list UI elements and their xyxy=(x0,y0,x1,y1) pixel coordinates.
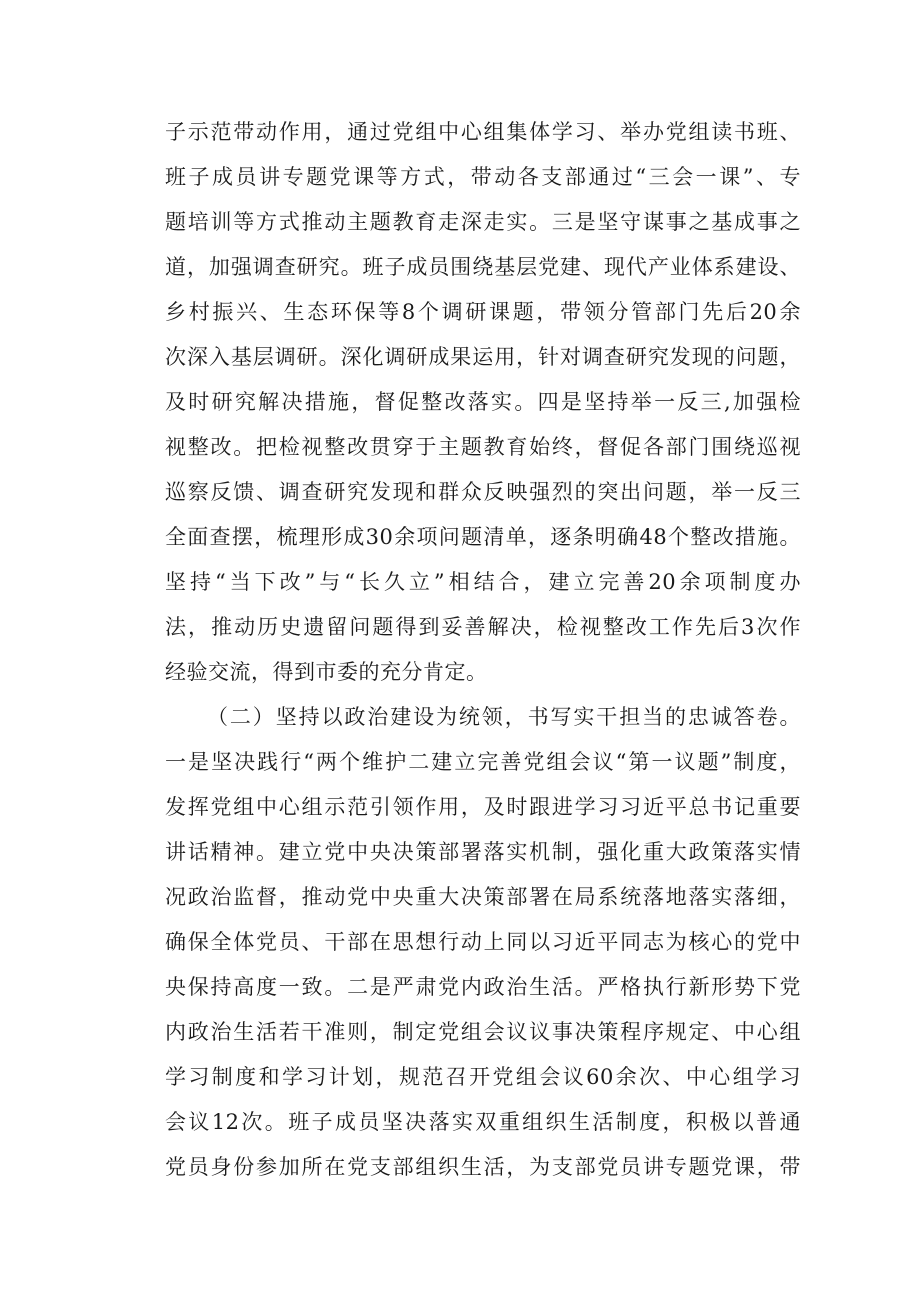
text-line: 法，推动历史遗留问题得到妥善解决，检视整改工作先后3次作 xyxy=(165,615,801,639)
text-line: 坚持“当下改”与“长久立”相结合，建立完善20余项制度办 xyxy=(165,570,801,594)
body-text xyxy=(165,110,801,1190)
section-heading-line: （二）坚持以政治建设为统领，书写实干担当的忠诚答卷。 xyxy=(207,705,801,729)
text-line: 全面查摆，梳理形成30余项问题清单，逐条明确48个整改措施。 xyxy=(165,525,801,549)
text-line: 会议12次。班子成员坚决落实双重组织生活制度，积极以普通 xyxy=(165,1110,801,1134)
text-line: 学习制度和学习计划，规范召开党组会议60余次、中心组学习 xyxy=(165,1065,801,1089)
text-line: 发挥党组中心组示范引领作用，及时跟进学习习近平总书记重要 xyxy=(165,795,801,819)
paragraph-end-line: 经验交流，得到市委的充分肯定。 xyxy=(165,660,488,684)
text-line: 党员身份参加所在党支部组织生活，为支部党员讲专题党课，带 xyxy=(165,1155,801,1179)
text-line: 内政治生活若干准则，制定党组会议议事决策程序规定、中心组 xyxy=(165,1020,801,1044)
text-line: 子示范带动作用，通过党组中心组集体学习、举办党组读书班、 xyxy=(165,120,801,144)
text-line: 视整改。把检视整改贯穿于主题教育始终，督促各部门围绕巡视 xyxy=(165,435,801,459)
text-line: 一是坚决践行“两个维护二建立完善党组会议“第一议题”制度， xyxy=(165,750,801,774)
text-line: 乡村振兴、生态环保等8个调研课题，带领分管部门先后20余 xyxy=(165,300,801,324)
text-line: 讲话精神。建立党中央决策部署落实机制，强化重大政策落实情 xyxy=(165,840,801,864)
text-line: 及时研究解决措施，督促整改落实。四是坚持举一反三,加强检 xyxy=(165,390,801,414)
text-line: 央保持高度一致。二是严肃党内政治生活。严格执行新形势下党 xyxy=(165,975,801,999)
text-line: 确保全体党员、干部在思想行动上同以习近平同志为核心的党中 xyxy=(165,930,801,954)
text-line: 道，加强调查研究。班子成员围绕基层党建、现代产业体系建设、 xyxy=(165,255,801,279)
text-line: 题培训等方式推动主题教育走深走实。三是坚守谋事之基成事之 xyxy=(165,210,801,234)
text-line: 次深入基层调研。深化调研成果运用，针对调查研究发现的问题， xyxy=(165,345,801,369)
text-line: 况政治监督，推动党中央重大决策部署在局系统落地落实落细， xyxy=(165,885,801,909)
text-line: 班子成员讲专题党课等方式，带动各支部通过“三会一课”、专 xyxy=(165,165,801,189)
text-line: 巡察反馈、调查研究发现和群众反映强烈的突出问题，举一反三 xyxy=(165,480,801,504)
